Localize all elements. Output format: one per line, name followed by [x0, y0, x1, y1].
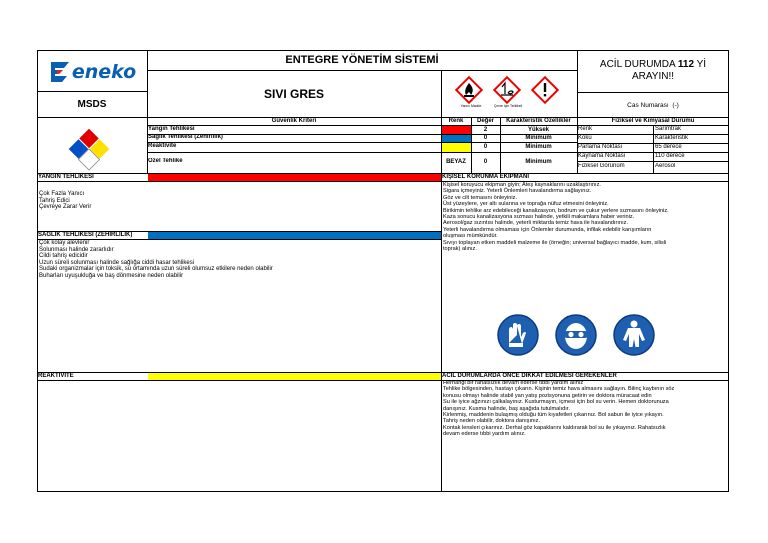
protective-suit-icon: [612, 313, 656, 357]
criteria-level: Minimum: [525, 134, 552, 141]
nfpa-diamond: [66, 126, 112, 172]
list-item: Sudaki organizmalar için toksik, su ortamında uzun süreli olumsuz etkilere neden olabilir: [39, 266, 273, 273]
flammable-icon: [454, 75, 484, 105]
fire-hazard-list: [39, 191, 439, 211]
criteria-name: Yangın Tehlikesi: [148, 126, 195, 132]
list-item: Tahriş Edici: [39, 197, 70, 204]
prop-value: 110 derece: [655, 153, 685, 159]
criteria-name: Sağlık Tehlikesi (Zehirlilik): [148, 134, 223, 140]
prop-value: Karakteristik: [655, 135, 689, 141]
list-item: Uzun süreli solunması halinde sağlığa ciddi hasar tehlikesi: [39, 259, 195, 266]
col-header-characteristics: Karakteristik Özellikler: [506, 117, 571, 124]
criteria-name: Reaktivite: [148, 143, 177, 149]
prop-value: 65 derece: [655, 144, 682, 150]
logo-mark-icon: [49, 60, 71, 84]
prop-key: Fiziksel Görünüm: [578, 163, 625, 169]
product-name: SIVI GRES: [263, 87, 325, 101]
cas-number: Cas Numarası (-): [627, 101, 679, 109]
list-item: Çok Fazla Yanıcı: [39, 191, 85, 197]
gloves-icon: [496, 313, 540, 357]
criteria-color-text: BEYAZ: [446, 159, 466, 165]
list-item: Çevreye Zarar Verir: [39, 204, 92, 211]
ppe-title: KİŞİSEL KORUNMA EKİPMANI: [442, 174, 530, 180]
criteria-color-swatch: [442, 126, 471, 134]
criteria-level: Minimum: [525, 159, 552, 165]
list-item: Cildi tahriş edicidir: [39, 253, 88, 260]
reactivity-title: REAKTİVİTE: [38, 373, 74, 379]
health-hazard-bar: [148, 232, 441, 239]
pictogram-label: Yanıcı Madde: [460, 104, 482, 108]
prop-key: Parlama Noktası: [578, 144, 623, 150]
company-logo: [40, 55, 145, 89]
emergency-text: Herhangi bir rahatsızlık devam ederse tıbbi yardım alınız Tehlike bölgesinden, hastayı çıkarın. Kişinin temiz hava almasını sağlayın. Bilinç kaybının söz konusu olmayı halinde stabil yan yatış pozisyonuna getirin ve doktora müracaat edin Su ile iyice ağzınızı çalkalayınız. Kusturmayın, içmesi için bol su verin. Hemen doktorunuza danışınız. Kusma halinde, baş aşağıda tutulmalıdır. Kirlenmiş, maddenin bulaşmış olduğu tüm kıyafetleri çıkarınız. Bol sabun ile iyice yıkayın. Tahriş neden olabilir, doktora danışınız. Kontak lensleri çıkarınız. Derhal göz kapaklarını kaldırarak bol su ile yıkayınız. Rahatsızlık devam ederse tıbbi yardım alınız.: [443, 380, 675, 438]
emergency-title: ACİL DURUMLARDA ÖNCE DİKKAT EDİLMESİ GEREKENLER: [442, 373, 617, 379]
criteria-value: 0: [483, 144, 488, 150]
prop-value: Aerosol: [655, 163, 676, 169]
ppe-pictograms: [496, 313, 666, 359]
criteria-value: 0: [483, 159, 488, 165]
ppe-text: Kişisel koruyucu ekipman giyin; Ateş kaynaklarını uzaklaştırınız. Sigara içmeyiniz. Yeterli Önlemleri havalandırma sağlayınız. Göz ve cilt temasını önleyiniz. Üst yüzeylere, yer altı sularına ve toprağa nüfuz etmesini önleyiniz. Birikimin tehlike arz edebileceği kanalizasyon, bodrum ve çukur yerlere sızmasını önleyiniz. Kaza sonucu kanalizasyona sızması halinde, yetkili makamlara haber veriniz. Aerosol/gaz sızıntısı halinde, yeterli miktarda temiz hava ile havalandırınız. Yeterli havalandırma olmaması için Önlemler durumunda, infilak edebilir karışımların oluşması mümkündür. Sıvıyı toplayan etken maddeli malzeme ile (örneğin; universal bağlayıcı madde, kum, silisli toprak) alınız.: [443, 182, 669, 253]
criteria-color-swatch: [442, 143, 471, 152]
page-title: ENTEGRE YÖNETİM SİSTEMİ: [285, 54, 439, 66]
exclamation-icon: [530, 75, 560, 105]
criteria-name: Özel Tehlike: [148, 158, 183, 164]
msds-label: MSDS: [77, 99, 107, 110]
list-item: Buharları uyuşukluğa ve baş dönmesine neden olabilir: [39, 272, 184, 279]
ghs-pictograms: [442, 71, 577, 116]
prop-value: Sarımtrak: [655, 126, 682, 132]
col-header-criteria: Güvenlik Kriteri: [271, 117, 317, 124]
criteria-value: 2: [483, 126, 488, 133]
col-header-value: Değer: [476, 117, 494, 124]
reactivity-bar: [148, 373, 441, 380]
emergency-call-text: ACİL DURUMDA 112 Yİ ARAYIN!!: [599, 59, 707, 82]
list-item: Çok kolay alevlenir: [39, 240, 90, 246]
environment-hazard-icon: [492, 75, 522, 105]
criteria-level: Yüksek: [527, 126, 549, 133]
criteria-color-swatch: [442, 135, 471, 142]
list-item: Solunması halinde zararlıdır: [39, 246, 114, 253]
fire-hazard-title: YANGIN TEHLİKESİ: [38, 174, 94, 180]
criteria-level: Minimum: [525, 144, 552, 150]
health-hazard-title: SAĞLIK TEHLİKESİ (ZEHİRLİLİK): [38, 232, 133, 238]
health-hazard-list: [39, 240, 439, 280]
logo-text: eneko: [71, 61, 137, 83]
nfpa-diamond-icon: [66, 126, 112, 172]
col-header-physical: Fiziksel ve Kimyasal Durumu: [611, 117, 695, 124]
fire-hazard-bar: [148, 174, 441, 181]
prop-key: Renk: [578, 126, 593, 132]
col-header-color: Renk: [448, 117, 464, 124]
prop-key: Kaynama Noktası: [578, 153, 626, 159]
pictogram-label: Çevre İçin Tehlikeli: [493, 104, 523, 108]
prop-key: Koku: [578, 135, 592, 141]
goggles-icon: [554, 313, 598, 357]
criteria-value: 0: [483, 134, 488, 141]
